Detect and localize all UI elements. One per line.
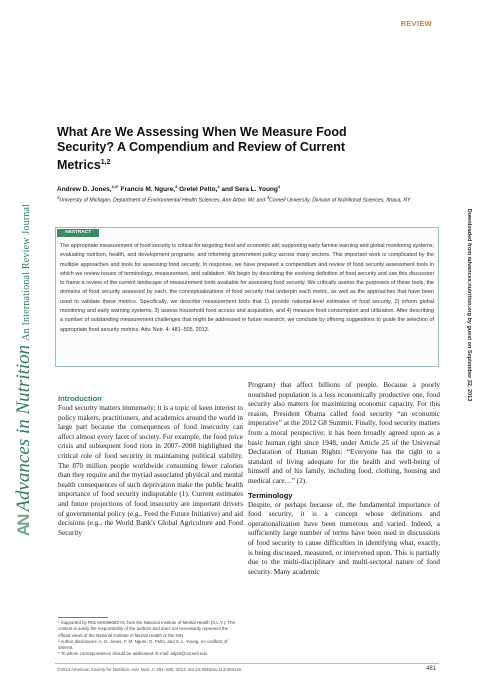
footnote-funding: ¹ Supported by R01 MH098082-01 from the National Institute of Mental Health (S.L.Y.). The content is solely the responsibility of the authors and does not necessarily represent the official views of the National Institute of Mental Health or the NIH. (58, 620, 236, 638)
affiliation-michigan: University of Michigan, Department of Environmental Health Sciences, Ann Arbor, MI; and (59, 197, 267, 204)
affiliation-marker: 3 (57, 195, 60, 200)
title-footnote-marker: 1,2 (100, 159, 111, 166)
right-column (248, 381, 440, 577)
journal-logo: AN (14, 515, 33, 537)
introduction-continued-paragraph: Program) that affect billions of people. Because a poorly nourished population is a less economically productive one, food security also matters for maximizing economic capacity. For this reason, President Obama called food security “an economic imperative” at the 2012 G8 Summit. Finally, food security matters from a moral perspective; it has been broadly agreed upon as a basic human right since 1948, under Article 25 of the Universal Declaration of Human Rights: “Everyone has the right to a standard of living adequate for the health and well-being of himself and of his family, including food, clothing, housing and medical care…” (2). (248, 381, 440, 485)
author-name: Francis M. Ngure, (118, 186, 176, 194)
author-affiliation-marker: 4 (277, 184, 281, 189)
affiliation-cornell: Cornell University, Division of Nutritional Sciences, Ithaca, NY (269, 197, 411, 204)
author-affiliation-marker: 4 (175, 184, 178, 189)
journal-masthead (13, 150, 35, 590)
introduction-heading: Introduction (58, 394, 102, 403)
download-notice (464, 160, 474, 450)
footnote-divider (58, 617, 108, 618)
journal-subtitle: An International Review Journal (21, 203, 32, 341)
abstract-text: The appropriate measurement of food security is critical for targeting food and economic aid; supporting early famine warning and global monitoring systems; evaluating nutrition, health, and development programs; and informing government policy across many sectors. This important work is complicated by the multiple approaches and tools for assessing food security. In response, we have prepared a compendium and review of food security assessment tools in which we review issues of terminology, measurement, and validation. We begin by describing the evolving definition of food security and use this discussion to frame a review of the current landscape of measurement tools available for assessing food security. We critically assess the purpose/s of these tools, the domains of food security assessed by each, the conceptualizations of food security that underpin each metric, as well as the approaches that have been used to validate these metrics. Specifically, we describe measurement tools that 1) provide national-level estimates of food security, 2) inform global monitoring and early warning systems, 3) assess household food access and acquisition, and 4) measure food consumption and utilization. After describing a number of outstanding measurement challenges that might be addressed in future research, we conclude by offering suggestions to guide the selection of appropriate food security metrics. Adv. Nutr. 4: 481–505, 2013. (60, 243, 434, 333)
article-title-text: What Are We Assessing When We Measure Food Security? A Compendium and Review of Current Metrics (57, 125, 347, 173)
journal-name: Advances in Nutrition (13, 344, 34, 512)
footer-citation: ©2013 American Society for Nutrition. Adv. Nutr. 4: 481–505, 2013; doi:10.3945/an.113.004119. (57, 667, 243, 672)
footer-divider (55, 663, 439, 664)
author-affiliation-marker: 3,4* (111, 184, 119, 189)
download-notice-text: Downloaded from advances.nutrition.org by guest on September 22, 2013 (466, 208, 472, 402)
author-list (57, 184, 437, 193)
footnotes (58, 620, 236, 658)
article-title (57, 125, 357, 173)
author-affiliation-marker: 4 (217, 184, 220, 189)
author-name: Andrew D. Jones, (57, 186, 112, 194)
author-name: Gretel Pelto, (177, 186, 218, 194)
abstract-label: ABSTRACT (57, 229, 99, 237)
author-name: and Sera L. Young (219, 186, 278, 194)
affiliation-marker: 4 (266, 195, 270, 200)
section-tag: REVIEW (400, 19, 432, 28)
footnote-disclosures: ² Author disclosures: A. D. Jones, F. M. Ngure, G. Pelto, and S. L. Young, no conflicts of interest. (58, 638, 228, 651)
left-column (58, 393, 243, 538)
introduction-paragraph: Food security matters immensely; it is a topic of keen interest to policy makers, practitioners, and academics around the world in large part because the consequences of food insecurity can affect almost every facet of society. For example, the food price crisis and subsequent food riots in 2007–2008 highlighted the critical role of food security in maintaining political stability. The 870 million people worldwide consuming fewer calories than they require and the myriad associated physical and mental health consequences of such deprivation make the public health importance of food security indisputable (1). Current estimates and future projections of food insecurity are important drivers of governmental policy (e.g., Feed the Future Initiative) and aid decisions (e.g., the World Bank's Global Agriculture and Food Security (58, 404, 243, 537)
footnote-correspondence: * To whom correspondence should be addressed. E-mail: adj23@cornell.edu. (58, 651, 209, 657)
terminology-paragraph: Despite, or perhaps because of, the fundamental importance of food security, it is a concept whose definitions and operationalization have been numerous and varied. Indeed, a sufficiently large number of terms have been used in discussions of food security to cause difficulties in identifying what, exactly, is being discussed, measured, or intervened upon. This is partially due to the multi-disciplinary and multi-sectoral nature of food security. Many academic (248, 500, 440, 576)
terminology-heading: Terminology (248, 490, 293, 500)
page-number: 481 (425, 666, 436, 672)
author-affiliations (57, 194, 435, 205)
